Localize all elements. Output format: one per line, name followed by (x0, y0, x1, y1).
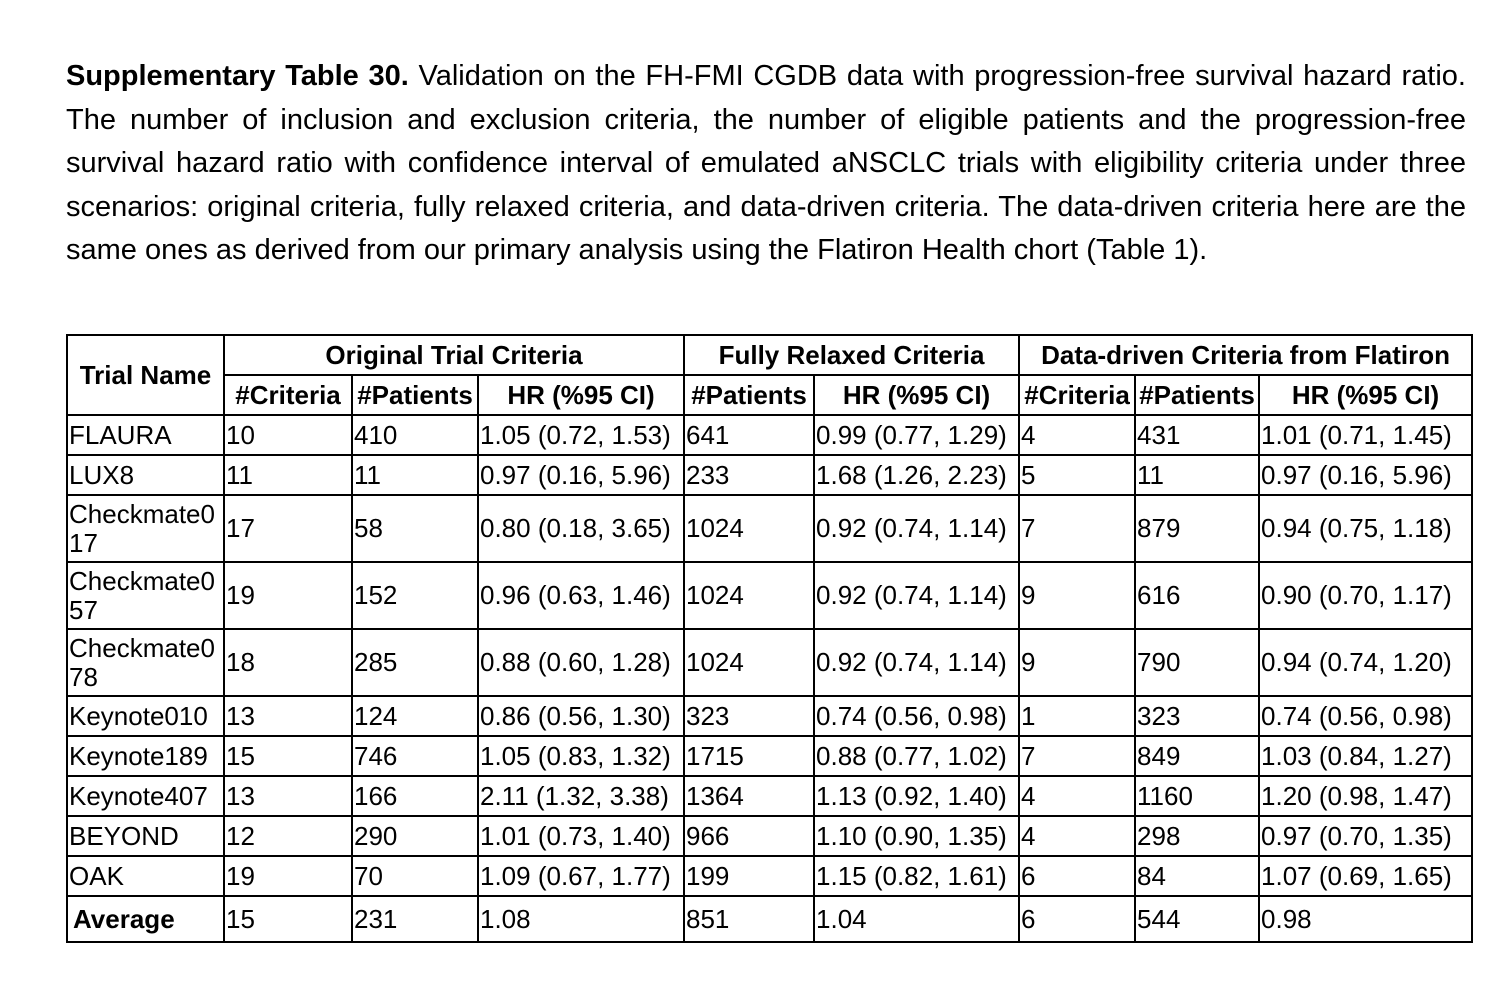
cell-dd-hr: 1.20 (0.98, 1.47) (1259, 776, 1472, 816)
header-orig-criteria: #Criteria (224, 375, 352, 415)
cell-orig-criteria: 10 (224, 415, 352, 455)
cell-orig-patients: 11 (352, 455, 478, 495)
cell-relax-hr: 1.10 (0.90, 1.35) (814, 816, 1019, 856)
cell-relax-hr: 1.13 (0.92, 1.40) (814, 776, 1019, 816)
cell-orig-patients: 746 (352, 736, 478, 776)
cell-dd-criteria: 9 (1019, 629, 1135, 696)
cell-orig-patients: 70 (352, 856, 478, 896)
cell-trial-name: Keynote010 (67, 696, 224, 736)
cell-trial-name: Keynote407 (67, 776, 224, 816)
caption-label: Supplementary Table 30. (66, 60, 409, 92)
cell-dd-criteria: 9 (1019, 562, 1135, 629)
cell-trial-name: Keynote189 (67, 736, 224, 776)
cell-trial-name: Checkmate057 (67, 562, 224, 629)
cell-dd-patients: 616 (1135, 562, 1259, 629)
cell-orig-hr: 1.01 (0.73, 1.40) (478, 816, 684, 856)
table-caption (66, 55, 1466, 273)
cell-dd-patients: 879 (1135, 495, 1259, 562)
cell-relax-patients: 323 (684, 696, 814, 736)
cell-avg-dd-hr: 0.98 (1259, 896, 1472, 942)
cell-dd-criteria: 7 (1019, 736, 1135, 776)
cell-dd-patients: 84 (1135, 856, 1259, 896)
cell-relax-patients: 641 (684, 415, 814, 455)
cell-relax-patients: 1024 (684, 629, 814, 696)
header-dd-criteria: #Criteria (1019, 375, 1135, 415)
cell-relax-hr: 1.15 (0.82, 1.61) (814, 856, 1019, 896)
header-data-driven-criteria: Data-driven Criteria from Flatiron (1019, 335, 1472, 375)
cell-orig-criteria: 19 (224, 856, 352, 896)
header-orig-hr: HR (%95 CI) (478, 375, 684, 415)
cell-dd-criteria: 5 (1019, 455, 1135, 495)
cell-trial-name: Checkmate017 (67, 495, 224, 562)
header-dd-hr: HR (%95 CI) (1259, 375, 1472, 415)
cell-avg-dd-criteria: 6 (1019, 896, 1135, 942)
cell-avg-relax-patients: 851 (684, 896, 814, 942)
cell-dd-criteria: 4 (1019, 816, 1135, 856)
cell-orig-patients: 410 (352, 415, 478, 455)
cell-orig-hr: 0.97 (0.16, 5.96) (478, 455, 684, 495)
cell-orig-hr: 0.88 (0.60, 1.28) (478, 629, 684, 696)
table-row (67, 455, 1472, 495)
table-row (67, 816, 1472, 856)
cell-dd-criteria: 4 (1019, 776, 1135, 816)
cell-trial-name: FLAURA (67, 415, 224, 455)
results-table (66, 334, 1473, 943)
cell-dd-hr: 0.74 (0.56, 0.98) (1259, 696, 1472, 736)
cell-orig-hr: 1.05 (0.72, 1.53) (478, 415, 684, 455)
cell-trial-name: OAK (67, 856, 224, 896)
cell-dd-hr: 0.90 (0.70, 1.17) (1259, 562, 1472, 629)
cell-relax-hr: 0.92 (0.74, 1.14) (814, 495, 1019, 562)
cell-relax-patients: 199 (684, 856, 814, 896)
cell-relax-patients: 1715 (684, 736, 814, 776)
cell-dd-patients: 431 (1135, 415, 1259, 455)
cell-average-label: Average (67, 896, 224, 942)
table-row (67, 415, 1472, 455)
table-row (67, 736, 1472, 776)
cell-dd-patients: 11 (1135, 455, 1259, 495)
cell-avg-orig-patients: 231 (352, 896, 478, 942)
cell-orig-criteria: 19 (224, 562, 352, 629)
cell-trial-name: BEYOND (67, 816, 224, 856)
cell-orig-hr: 1.09 (0.67, 1.77) (478, 856, 684, 896)
cell-dd-hr: 0.97 (0.70, 1.35) (1259, 816, 1472, 856)
header-dd-patients: #Patients (1135, 375, 1259, 415)
cell-relax-patients: 1024 (684, 495, 814, 562)
cell-avg-orig-criteria: 15 (224, 896, 352, 942)
cell-orig-criteria: 17 (224, 495, 352, 562)
cell-avg-relax-hr: 1.04 (814, 896, 1019, 942)
table-row (67, 495, 1472, 562)
cell-orig-patients: 285 (352, 629, 478, 696)
header-relax-hr: HR (%95 CI) (814, 375, 1019, 415)
cell-orig-patients: 124 (352, 696, 478, 736)
cell-dd-patients: 1160 (1135, 776, 1259, 816)
cell-dd-patients: 790 (1135, 629, 1259, 696)
cell-orig-criteria: 15 (224, 736, 352, 776)
cell-dd-hr: 0.94 (0.75, 1.18) (1259, 495, 1472, 562)
cell-dd-patients: 298 (1135, 816, 1259, 856)
cell-relax-hr: 0.99 (0.77, 1.29) (814, 415, 1019, 455)
cell-orig-criteria: 11 (224, 455, 352, 495)
cell-orig-criteria: 13 (224, 776, 352, 816)
header-row-columns (67, 375, 1472, 415)
cell-dd-hr: 1.07 (0.69, 1.65) (1259, 856, 1472, 896)
cell-orig-hr: 0.86 (0.56, 1.30) (478, 696, 684, 736)
table-row (67, 629, 1472, 696)
cell-relax-patients: 1024 (684, 562, 814, 629)
header-original-criteria: Original Trial Criteria (224, 335, 684, 375)
cell-dd-hr: 0.94 (0.74, 1.20) (1259, 629, 1472, 696)
cell-orig-hr: 0.80 (0.18, 3.65) (478, 495, 684, 562)
cell-avg-orig-hr: 1.08 (478, 896, 684, 942)
cell-dd-criteria: 1 (1019, 696, 1135, 736)
cell-dd-criteria: 6 (1019, 856, 1135, 896)
cell-relax-patients: 966 (684, 816, 814, 856)
cell-relax-patients: 1364 (684, 776, 814, 816)
cell-dd-patients: 323 (1135, 696, 1259, 736)
cell-orig-patients: 152 (352, 562, 478, 629)
cell-orig-criteria: 13 (224, 696, 352, 736)
table-row (67, 696, 1472, 736)
caption-text: Validation on the FH-FMI CGDB data with progression-free survival hazard ratio. The number of inclusion and exclusion criteria, the number of eligible patients and the progression-free survival hazard ratio with confidence interval of emulated aNSCLC trials with eligibility criteria under three scenarios: original criteria, fully relaxed criteria, and data-driven criteria. The data-driven criteria here are the same ones as derived from our primary analysis using the Flatiron Health chort (Table 1). (66, 60, 1466, 267)
cell-relax-hr: 0.74 (0.56, 0.98) (814, 696, 1019, 736)
cell-orig-patients: 58 (352, 495, 478, 562)
cell-orig-hr: 1.05 (0.83, 1.32) (478, 736, 684, 776)
cell-trial-name: Checkmate078 (67, 629, 224, 696)
cell-relax-patients: 233 (684, 455, 814, 495)
header-orig-patients: #Patients (352, 375, 478, 415)
cell-dd-hr: 1.01 (0.71, 1.45) (1259, 415, 1472, 455)
cell-orig-criteria: 18 (224, 629, 352, 696)
cell-relax-hr: 0.92 (0.74, 1.14) (814, 562, 1019, 629)
cell-dd-criteria: 4 (1019, 415, 1135, 455)
header-row-groups (67, 335, 1472, 375)
header-relax-patients: #Patients (684, 375, 814, 415)
cell-orig-criteria: 12 (224, 816, 352, 856)
table-row (67, 776, 1472, 816)
cell-dd-hr: 1.03 (0.84, 1.27) (1259, 736, 1472, 776)
cell-dd-criteria: 7 (1019, 495, 1135, 562)
cell-dd-patients: 849 (1135, 736, 1259, 776)
cell-orig-hr: 0.96 (0.63, 1.46) (478, 562, 684, 629)
cell-avg-dd-patients: 544 (1135, 896, 1259, 942)
header-fully-relaxed-criteria: Fully Relaxed Criteria (684, 335, 1019, 375)
cell-relax-hr: 0.88 (0.77, 1.02) (814, 736, 1019, 776)
header-trial-name: Trial Name (67, 335, 224, 415)
cell-orig-hr: 2.11 (1.32, 3.38) (478, 776, 684, 816)
cell-orig-patients: 290 (352, 816, 478, 856)
table-row (67, 856, 1472, 896)
cell-relax-hr: 0.92 (0.74, 1.14) (814, 629, 1019, 696)
cell-dd-hr: 0.97 (0.16, 5.96) (1259, 455, 1472, 495)
cell-orig-patients: 166 (352, 776, 478, 816)
table-row (67, 562, 1472, 629)
cell-relax-hr: 1.68 (1.26, 2.23) (814, 455, 1019, 495)
cell-trial-name: LUX8 (67, 455, 224, 495)
average-row (67, 896, 1472, 942)
